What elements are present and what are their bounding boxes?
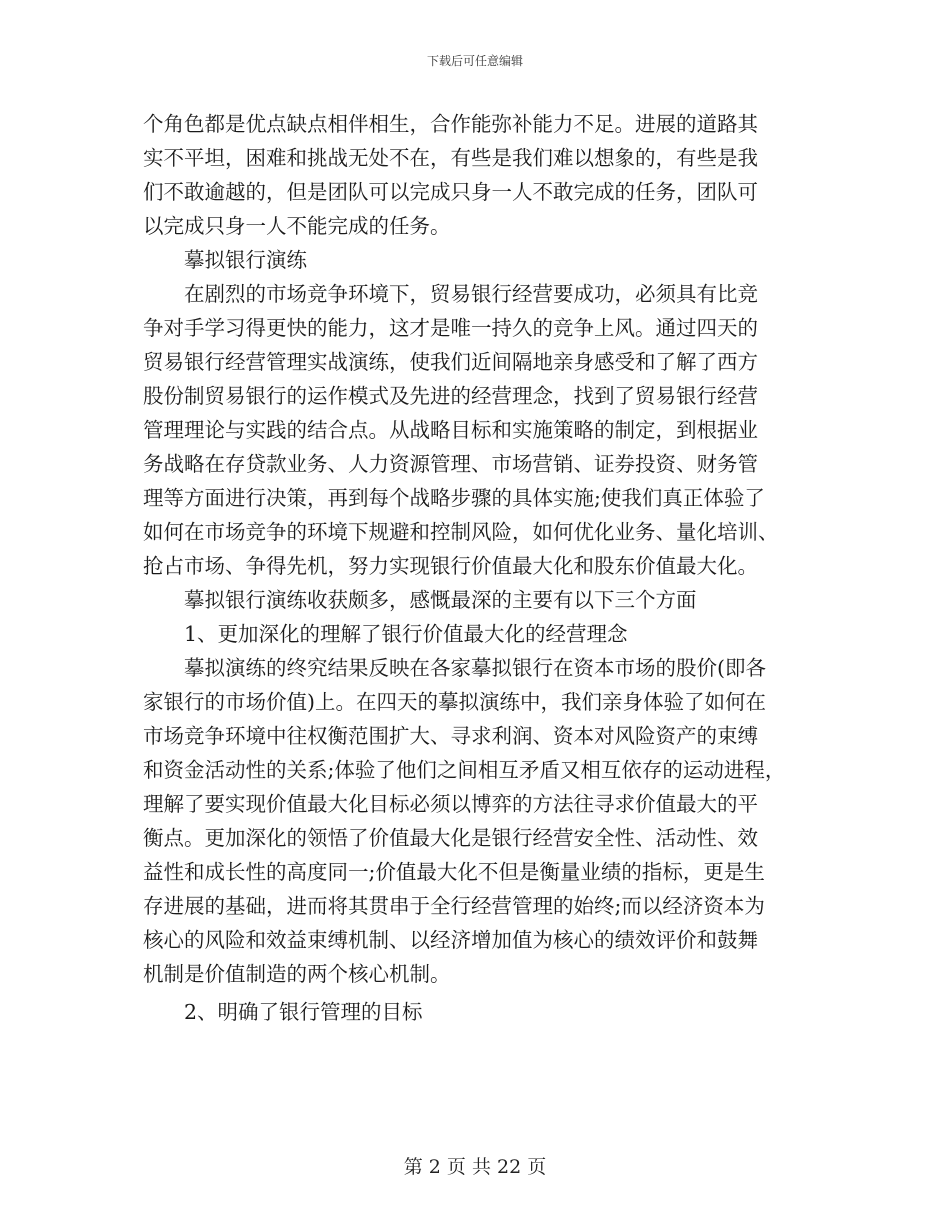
section-heading: 摹拟银行演练	[184, 248, 307, 272]
text-line: 如何在市场竞争的环境下规避和控制风险，如何优化业务、量化培训、	[143, 520, 779, 544]
text-line: 摹拟银行演练收获颇多，感慨最深的主要有以下三个方面	[184, 588, 697, 612]
text-line: 存进展的基础，进而将其贯串于全行经营管理的始终;而以经济资本为	[143, 894, 765, 918]
text-line: 个角色都是优点缺点相伴相生，合作能弥补能力不足。进展的道路其	[143, 112, 758, 136]
text-line: 争对手学习得更快的能力，这才是唯一持久的竞争上风。通过四天的	[143, 316, 758, 340]
page-footer: 第 2 页 共 22 页	[403, 1156, 547, 1178]
text-line: 核心的风险和效益束缚机制、以经济增加值为核心的绩效评价和鼓舞	[143, 928, 758, 952]
text-line: 们不敢逾越的，但是团队可以完成只身一人不敢完成的任务，团队可	[143, 180, 758, 204]
text-line: 在剧烈的市场竞争环境下，贸易银行经营要成功，必须具有比竞	[184, 282, 758, 306]
text-line: 务战略在存贷款业务、人力资源管理、市场营销、证券投资、财务管	[143, 452, 758, 476]
text-line: 摹拟演练的终究结果反映在各家摹拟银行在资本市场的股价(即各	[184, 656, 766, 680]
text-line: 和资金活动性的关系;体验了他们之间相互矛盾又相互依存的运动进程，	[143, 758, 786, 782]
text-line: 益性和成长性的高度同一;价值最大化不但是衡量业绩的指标，更是生	[143, 860, 765, 884]
numbered-heading: 1、更加深化的理解了银行价值最大化的经营理念	[184, 622, 628, 646]
text-line: 以完成只身一人不能完成的任务。	[143, 214, 451, 238]
text-line: 市场竞争环境中往权衡范围扩大、寻求利润、资本对风险资产的束缚	[143, 724, 758, 748]
text-line: 抢占市场、争得先机，努力实现银行价值最大化和股东价值最大化。	[143, 554, 758, 578]
text-line: 实不平坦，困难和挑战无处不在，有些是我们难以想象的，有些是我	[143, 146, 758, 170]
numbered-heading: 2、明确了银行管理的目标	[184, 1000, 423, 1024]
page-header: 下载后可任意编辑	[426, 54, 523, 68]
document-body	[143, 107, 815, 1029]
text-line: 机制是价值制造的两个核心机制。	[143, 962, 451, 986]
text-line: 家银行的市场价值)上。在四天的摹拟演练中，我们亲身体验了如何在	[143, 690, 766, 714]
text-line: 理等方面进行决策，再到每个战略步骤的具体实施;使我们真正体验了	[143, 486, 765, 510]
text-line: 贸易银行经营管理实战演练，使我们近间隔地亲身感受和了解了西方	[143, 350, 758, 374]
text-line: 股份制贸易银行的运作模式及先进的经营理念，找到了贸易银行经营	[143, 384, 758, 408]
text-line: 管理理论与实践的结合点。从战略目标和实施策略的制定，到根据业	[143, 418, 758, 442]
text-line: 衡点。更加深化的领悟了价值最大化是银行经营安全性、活动性、效	[143, 826, 758, 850]
text-line: 理解了要实现价值最大化目标必须以博弈的方法往寻求价值最大的平	[143, 792, 758, 816]
